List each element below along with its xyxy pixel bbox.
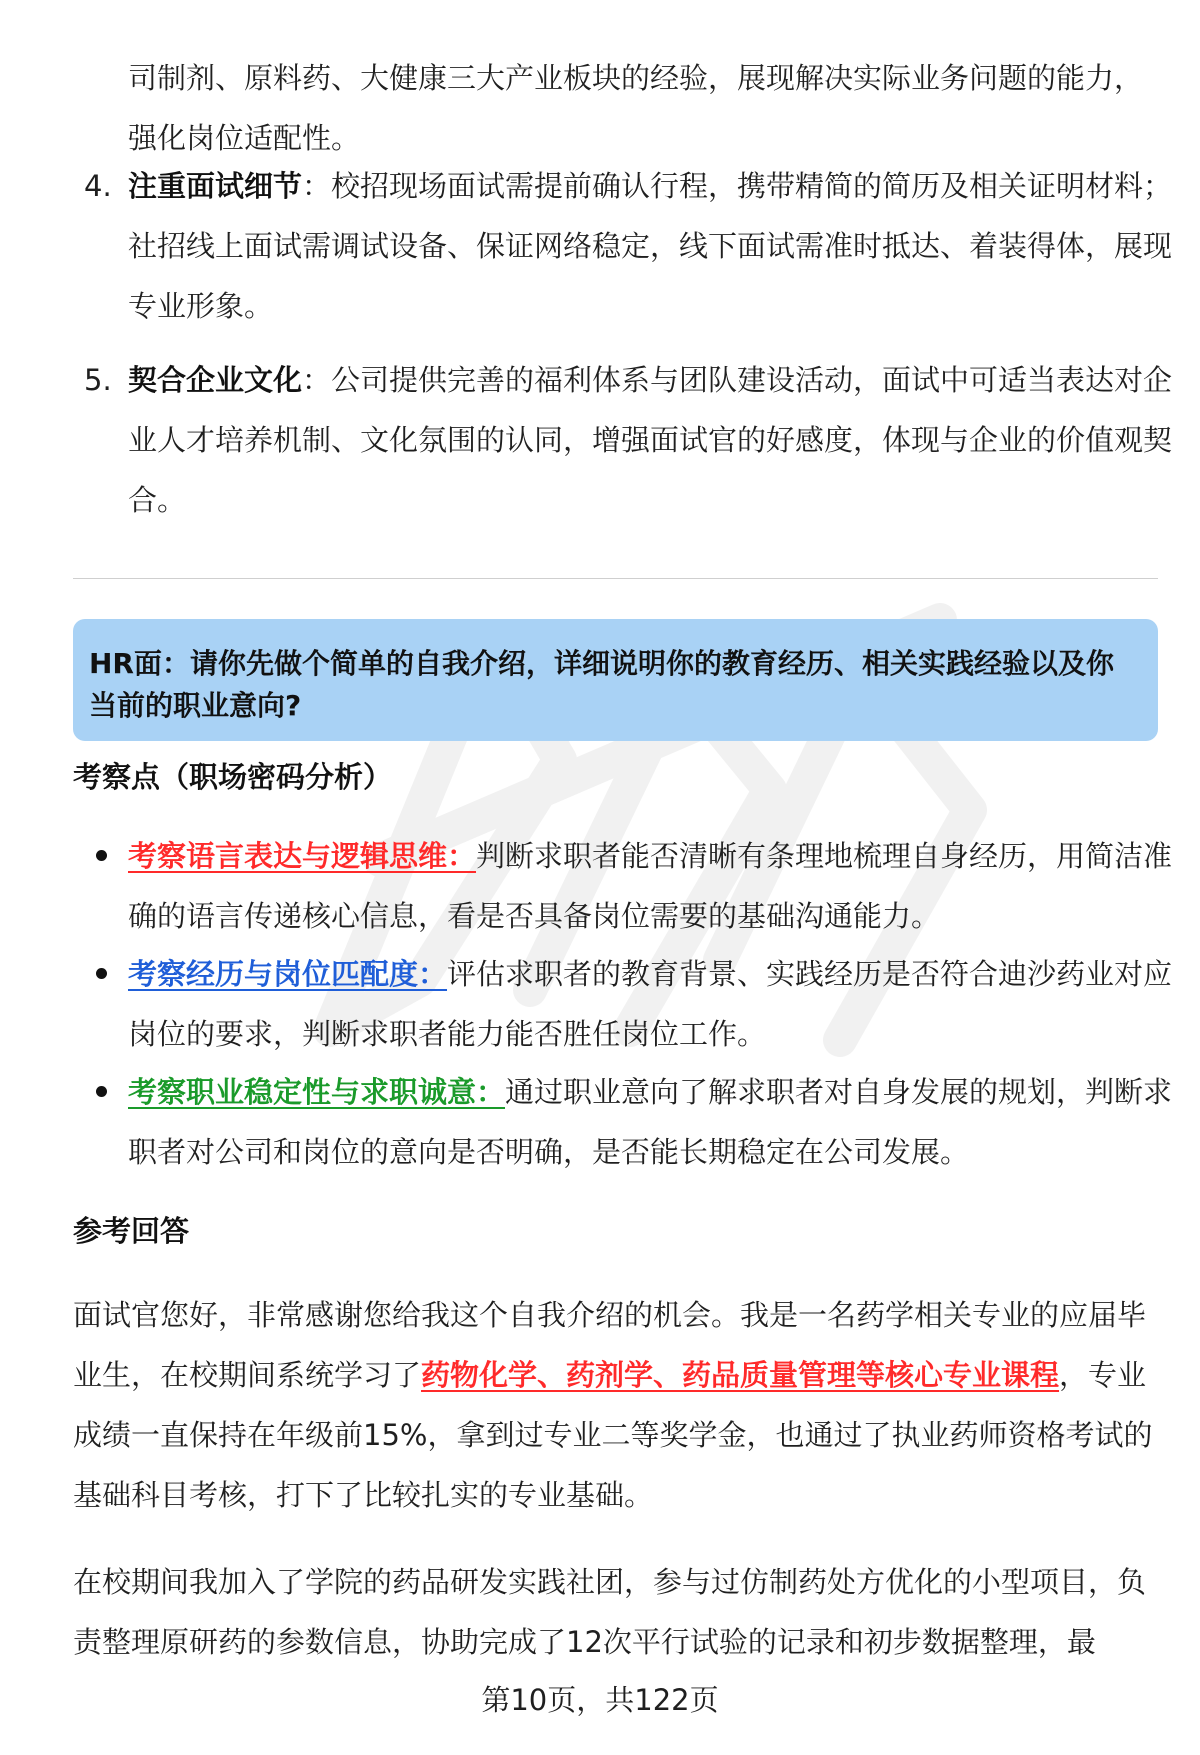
- list-item: [96, 944, 1176, 1064]
- page-footer: 第10页，共122页: [481, 1683, 719, 1717]
- list-number: 5.: [84, 363, 112, 397]
- bullet-text: 评估求职者的教育背景、实践经历是否符合迪沙药业对应岗位的要求，判断求职者能力能否胜任岗位工作。: [128, 957, 1173, 1051]
- continuation-paragraph: 司制剂、原料药、大健康三大产业板块的经验，展现解决实际业务问题的能力，强化岗位适配性。: [128, 61, 1144, 155]
- bullet-icon: [96, 1086, 107, 1097]
- bullet-text: 通过职业意向了解求职者对自身发展的规划，判断求职者对公司和岗位的意向是否明确，是否能长期稳定在公司发展。: [128, 1075, 1173, 1169]
- bullet-label: 考察语言表达与逻辑思维：: [128, 839, 477, 873]
- bullet-label: 考察职业稳定性与求职诚意：: [128, 1075, 506, 1109]
- question-text: HR面：请你先做个简单的自我介绍，详细说明你的教育经历、相关实践经验以及你当前的职业意向?: [89, 647, 1114, 722]
- list-item: [96, 826, 1176, 946]
- bullet-text: 判断求职者能否清晰有条理地梳理自身经历，用简洁准确的语言传递核心信息，看是否具备岗位需要的基础沟通能力。: [128, 839, 1173, 933]
- bullet-icon: [96, 850, 107, 861]
- answer-highlight: 药物化学、药剂学、药品质量管理等核心专业课程: [421, 1358, 1060, 1392]
- section-divider: [73, 578, 1158, 579]
- question-box: [73, 619, 1158, 741]
- assessment-heading: 考察点（职场密码分析）: [73, 760, 393, 794]
- bullet-label: 考察经历与岗位匹配度：: [128, 957, 448, 991]
- list-item-text: ：公司提供完善的福利体系与团队建设活动，面试中可适当表达对企业人才培养机制、文化氛围的认同，增强面试官的好感度，体现与企业的价值观契合。: [128, 363, 1173, 517]
- answer-text: 面试官您好，非常感谢您给我这个自我介绍的机会。我是一名药学相关专业的应届毕业生，在校期间系统学习了: [73, 1298, 1147, 1392]
- answer-paragraph-2: 在校期间我加入了学院的药品研发实践社团，参与过仿制药处方优化的小型项目，负责整理原研药的参数信息，协助完成了12次平行试验的记录和初步数据整理，最: [73, 1565, 1147, 1659]
- answer-heading: 参考回答: [73, 1214, 190, 1248]
- bullet-icon: [96, 968, 107, 979]
- list-number: 4.: [84, 169, 112, 203]
- list-item: [84, 156, 1174, 336]
- answer-paragraph-1: [73, 1285, 1168, 1525]
- list-item: [84, 350, 1174, 530]
- list-item-title: 注重面试细节: [128, 169, 303, 203]
- list-item: [96, 1062, 1176, 1182]
- list-item-title: 契合企业文化: [128, 363, 303, 397]
- answer-text: ，专业成绩一直保持在年级前15%，拿到过专业二等奖学金，也通过了执业药师资格考试的基础科目考核，打下了比较扎实的专业基础。: [73, 1358, 1153, 1512]
- list-item-text: ：校招现场面试需提前确认行程，携带精简的简历及相关证明材料；社招线上面试需调试设备、保证网络稳定，线下面试需准时抵达、着装得体，展现专业形象。: [128, 169, 1173, 323]
